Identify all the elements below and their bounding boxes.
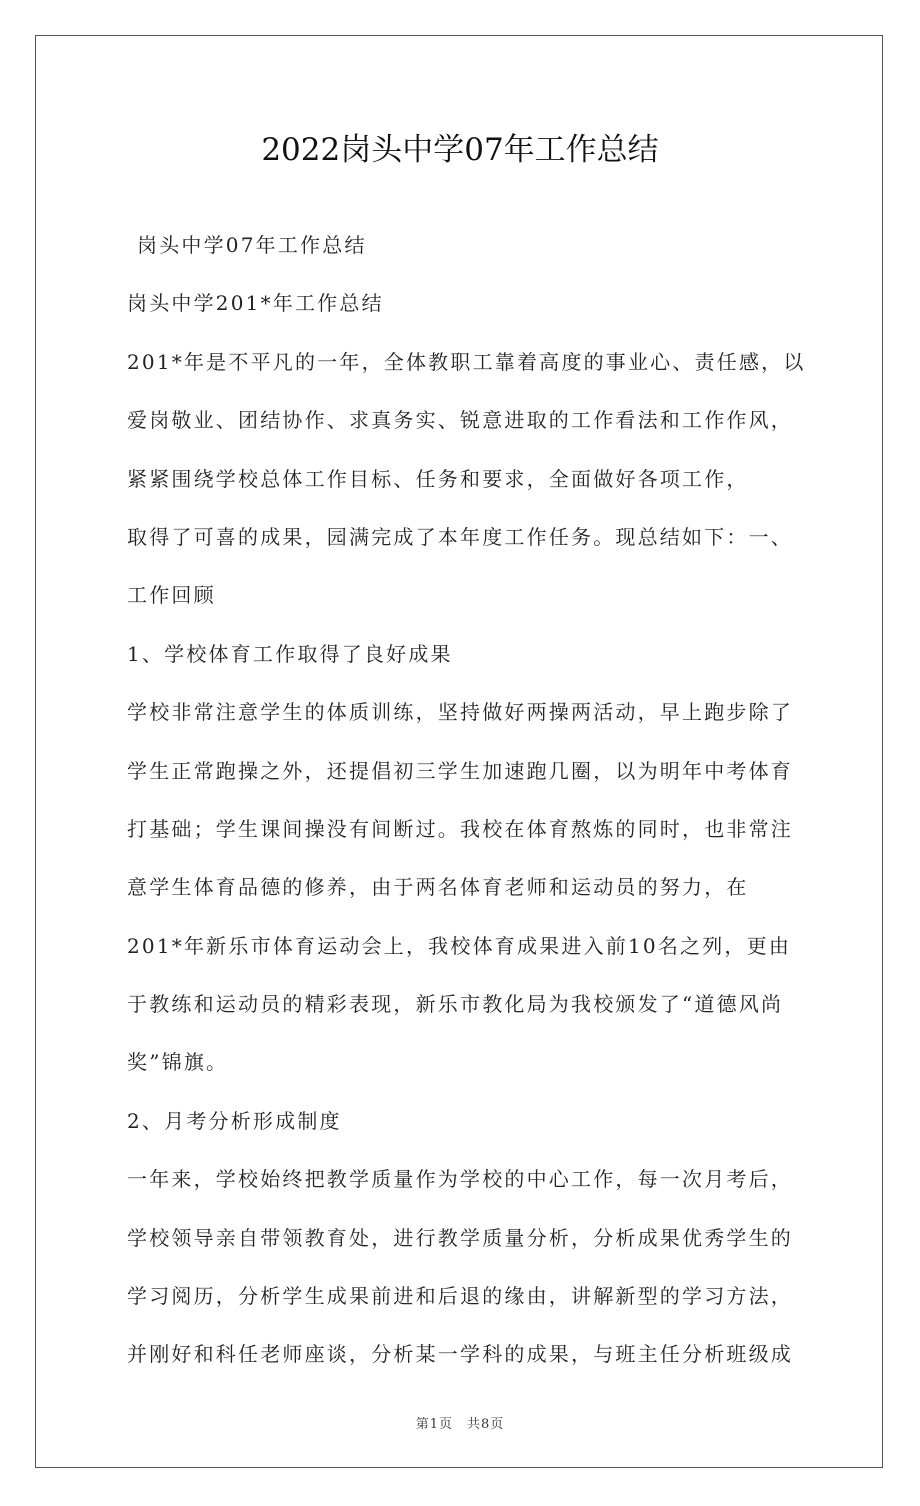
paragraph-line: 打基础；学生课间操没有间断过。我校在体育熬炼的同时，也非常注 — [127, 816, 793, 841]
document-body — [127, 216, 807, 1384]
paragraph-line: 奖”锦旗。 — [127, 1050, 229, 1075]
current-page-label: 第1页 — [415, 1417, 453, 1432]
total-pages-label: 共8页 — [467, 1417, 505, 1432]
subtitle-line: 岗头中学07年工作总结 — [137, 233, 367, 257]
paragraph-line: 意学生体育品德的修养，由于两名体育老师和运动员的努力，在 — [127, 875, 749, 900]
paragraph-line: 于教练和运动员的精彩表现，新乐市教化局为我校颁发了“道德风尚 — [127, 992, 784, 1017]
paragraph-line: 学校非常注意学生的体质训练，坚持做好两操两活动，早上跑步除了 — [127, 700, 793, 725]
paragraph-line: 一年来，学校始终把教学质量作为学校的中心工作，每一次月考后， — [127, 1167, 793, 1192]
page-footer — [0, 1413, 920, 1432]
paragraph-line: 取得了可喜的成果，园满完成了本年度工作任务。现总结如下：一、 — [127, 524, 793, 549]
paragraph-line: 学校领导亲自带领教育处，进行教学质量分析，分析成果优秀学生的 — [127, 1225, 793, 1250]
paragraph-line: 201*年是不平凡的一年，全体教职工靠着高度的事业心、责任感，以 — [127, 349, 806, 374]
document-title: 2022岗头中学07年工作总结 — [261, 132, 659, 168]
paragraph-line: 学生正常跑操之外，还提倡初三学生加速跑几圈，以为明年中考体育 — [127, 758, 793, 783]
paragraph-line: 爱岗敬业、团结协作、求真务实、锐意进取的工作看法和工作作风， — [127, 408, 793, 433]
paragraph-line: 201*年新乐市体育运动会上，我校体育成果进入前10名之列，更由 — [127, 933, 792, 958]
paragraph-line: 工作回顾 — [127, 583, 216, 608]
paragraph-line: 紧紧围绕学校总体工作目标、任务和要求，全面做好各项工作， — [127, 466, 749, 491]
section-heading-2: 2、月考分析形成制度 — [127, 1108, 342, 1133]
section-heading-1: 1、学校体育工作取得了良好成果 — [127, 641, 453, 666]
heading-line: 岗头中学201*年工作总结 — [127, 291, 384, 316]
paragraph-line: 并刚好和科任老师座谈，分析某一学科的成果，与班主任分析班级成 — [127, 1342, 793, 1367]
paragraph-line: 学习阅历，分析学生成果前进和后退的缘由，讲解新型的学习方法， — [127, 1284, 793, 1309]
